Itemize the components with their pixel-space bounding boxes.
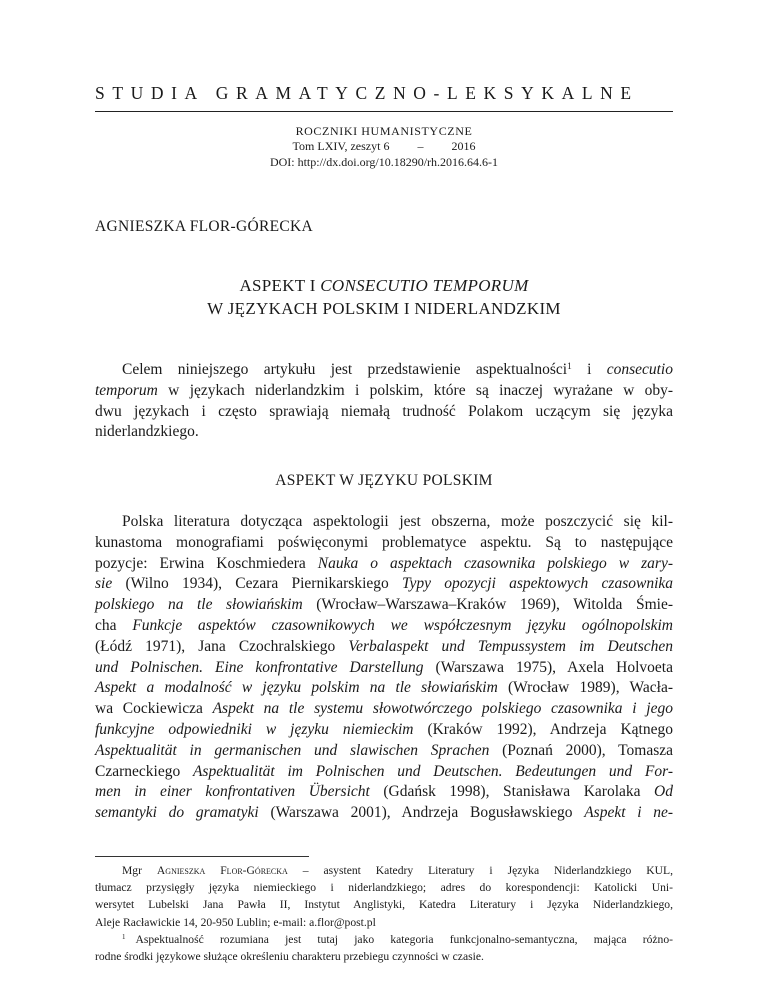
title-italic: CONSECUTIO TEMPORUM <box>320 276 529 295</box>
text: (Kraków 1992), Andrzeja Kątnego <box>413 720 673 738</box>
text: cha <box>95 616 133 634</box>
body-line <box>95 574 673 595</box>
text-italic: temporum <box>95 381 158 399</box>
body-line <box>95 720 673 741</box>
volume: Tom LXIV, zeszyt 6 <box>292 139 390 153</box>
text-italic: men in einer konfrontativen Übersicht <box>95 783 370 801</box>
text-italic: Nauka o aspektach czasownika polskiego w zary- <box>317 554 673 572</box>
body-line <box>95 678 673 699</box>
body-line <box>95 554 673 575</box>
body-line <box>95 616 673 637</box>
abstract <box>95 360 673 443</box>
body-line: Polska literatura dotycząca aspektologii jest obszerna, może poszczycić się kil- <box>122 513 673 530</box>
text: (Warszawa 1975), Axela Holvoeta <box>423 658 673 676</box>
abstract-line: dwu językach i często sprawiają niemałą trudność Polakom uczącym się języka <box>95 402 673 420</box>
body-line: kunastoma monografiami poświęconymi problematyce aspektu. Są to następujące <box>95 533 673 551</box>
text: Czarneckiego <box>95 762 193 780</box>
footnote-line: Aleje Racławickie 14, 20-950 Lublin; e-mail: a.flor@post.pl <box>95 915 376 929</box>
text-italic: Aspektualität in germanischen und slawischen Sprachen <box>95 741 490 759</box>
text: wa Cockiewicza <box>95 700 213 718</box>
body-line <box>95 803 673 824</box>
body-line <box>95 658 673 679</box>
footnote-line: tłumacz przysięgły języka niemieckiego i niderlandzkiego; adres do korespondencji: Katolicki Uni- <box>95 881 673 895</box>
text: (Poznań 2000), Tomasza <box>489 741 673 759</box>
text: (Łódź 1971), Jana Czochralskiego <box>95 637 349 655</box>
body-line <box>95 762 673 783</box>
article-title-line-1 <box>95 276 673 296</box>
body-line <box>95 699 673 720</box>
text: – asystent Katedry Literatury i Języka Niderlandzkiego KUL, <box>287 864 673 877</box>
author-name-small-caps: Agnieszka Flor-Górecka <box>156 864 288 877</box>
text: pozycje: Erwina Koschmiedera <box>95 554 318 572</box>
body-line <box>95 595 673 616</box>
abstract-line <box>95 360 673 381</box>
body-line <box>95 741 673 762</box>
text: Mgr <box>122 864 157 877</box>
journal-volume-line <box>95 139 673 154</box>
text-italic: funkcyjne odpowiedniki w języku niemieckim <box>95 720 414 738</box>
footnote-line <box>95 931 673 948</box>
text: w językach niderlandzkim i polskim, które są inaczej wyrażane w oby- <box>157 381 673 399</box>
doi[interactable]: DOI: http://dx.doi.org/10.18290/rh.2016.64.6-1 <box>269 155 499 169</box>
text: Aspektualność rozumiana jest tutaj jako kategoria funkcjonalno-semantyczna, mająca różno- <box>135 933 673 946</box>
body-line <box>95 782 673 803</box>
text-italic: Aspekt a modalność w języku polskim na tle słowiańskim <box>95 679 498 697</box>
text-italic: Funkcje aspektów czasownikowych we współczesnym języku ogólnopolskim <box>132 616 673 634</box>
text: (Wrocław–Warszawa–Kraków 1969), Witolda Śmie- <box>302 596 673 614</box>
section-heading: ASPEKT W JĘZYKU POLSKIM <box>275 472 493 489</box>
footnote-ref-1[interactable]: 1 <box>567 361 572 372</box>
text-italic: sie <box>95 575 113 593</box>
text-italic: Verbalaspekt und Tempussystem im Deutschen <box>348 637 673 655</box>
body-paragraph <box>95 512 673 824</box>
abstract-line: niderlandzkiego. <box>95 423 199 441</box>
body-line <box>95 637 673 658</box>
footnote-line: rodne środki językowe służące określeniu charakteru przebiegu czynności w czasie. <box>95 950 484 964</box>
text-italic: Aspektualität im Polnischen und Deutschen. Bedeutungen und For- <box>192 762 673 780</box>
journal-series-header: STUDIA GRAMATYCZNO-LEKSYKALNE <box>95 84 673 112</box>
text-italic: Aspekt i ne- <box>584 804 674 822</box>
journal-name: ROCZNIKI HUMANISTYCZNE <box>295 124 473 138</box>
text: (Warszawa 2001), Andrzeja Bogusławskiego <box>258 804 585 822</box>
text-italic: und Polnischen. Eine konfrontative Darstellung <box>95 658 424 676</box>
abstract-line <box>95 381 673 402</box>
text-italic: semantyki do gramatyki <box>95 804 259 822</box>
footnote-number: 1 <box>122 933 126 942</box>
footnote-divider <box>95 856 309 857</box>
text: (Gdańsk 1998), Stanisława Karolaka <box>369 783 655 801</box>
text: i <box>571 361 607 378</box>
text: Celem niniejszego artykułu jest przedstawienie aspektualności <box>122 361 568 378</box>
footnote-line: wersytet Lubelski Jana Pawła II, Instytut Anglistyki, Katedra Literatury i Języka Niderlandzkiego, <box>95 898 673 912</box>
year: 2016 <box>451 139 476 153</box>
text: (Wrocław 1989), Wacła- <box>497 679 674 697</box>
author-name: AGNIESZKA FLOR-GÓRECKA <box>95 218 314 235</box>
title-text: ASPEKT I <box>239 276 321 295</box>
footnote-line <box>95 862 673 879</box>
volume-dash: – <box>417 139 424 153</box>
text-italic: Typy opozycji aspektowych czasownika <box>402 575 674 593</box>
article-title-line-2: W JĘZYKACH POLSKIM I NIDERLANDZKIM <box>207 299 561 318</box>
text: (Wilno 1934), Cezara Piernikarskiego <box>112 575 403 593</box>
author-footnote <box>95 862 673 931</box>
text-italic: consecutio <box>606 361 673 378</box>
text-italic: Od <box>654 783 673 801</box>
text-italic: polskiego na tle słowiańskim <box>95 596 303 614</box>
text-italic: Aspekt na tle systemu słowotwórczego polskiego czasownika i jego <box>212 700 673 718</box>
footnote-1 <box>95 931 673 965</box>
